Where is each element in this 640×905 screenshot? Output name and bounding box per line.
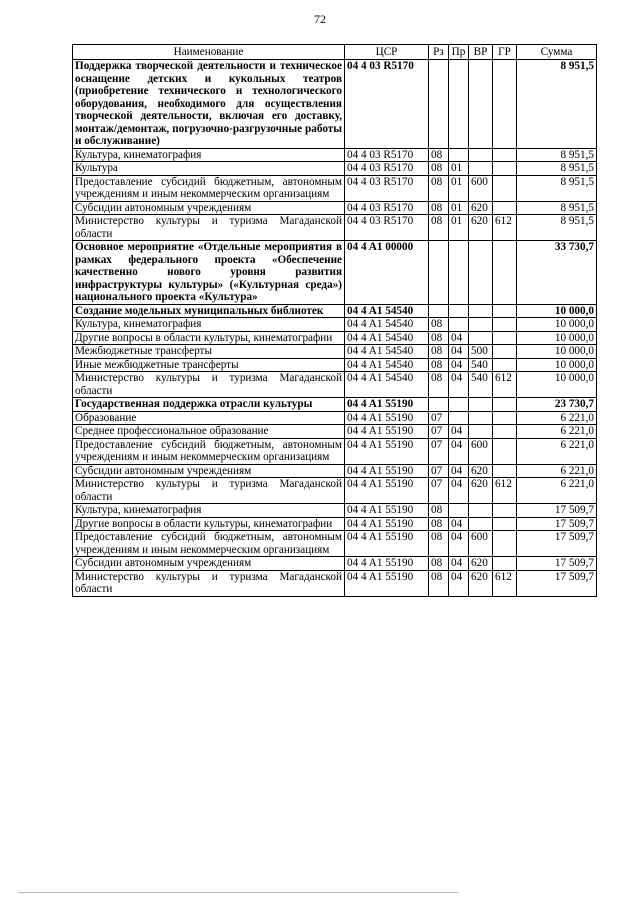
cell-csr: 04 4 A1 55190	[345, 478, 429, 504]
cell-pr: 04	[449, 331, 469, 345]
cell-sum: 8 951,5	[517, 162, 597, 176]
cell-vr: 600	[469, 531, 493, 557]
table-row	[73, 398, 597, 412]
cell-csr: 04 4 A1 54540	[345, 331, 429, 345]
cell-csr: 04 4 A1 55190	[345, 464, 429, 478]
cell-name: Предоставление субсидий бюджетным, автономным учреждениям и иным некоммерческим организациям	[73, 175, 345, 201]
cell-vr: 600	[469, 438, 493, 464]
cell-name: Министерство культуры и туризма Магаданской области	[73, 570, 345, 596]
cell-gr	[493, 162, 517, 176]
cell-vr: 620	[469, 557, 493, 571]
table-row	[73, 478, 597, 504]
header-gr: ГР	[493, 45, 517, 60]
cell-gr	[493, 517, 517, 531]
table-row	[73, 425, 597, 439]
cell-rz: 08	[429, 318, 449, 332]
cell-vr	[469, 504, 493, 518]
cell-sum: 6 221,0	[517, 464, 597, 478]
cell-name: Предоставление субсидий бюджетным, автономным учреждениям и иным некоммерческим организациям	[73, 438, 345, 464]
cell-csr: 04 4 03 R5170	[345, 201, 429, 215]
cell-rz: 08	[429, 215, 449, 241]
cell-sum: 8 951,5	[517, 215, 597, 241]
header-sum: Сумма	[517, 45, 597, 60]
cell-sum: 6 221,0	[517, 438, 597, 464]
cell-rz: 07	[429, 464, 449, 478]
cell-vr	[469, 318, 493, 332]
cell-csr: 04 4 03 R5170	[345, 60, 429, 149]
table-row	[73, 318, 597, 332]
cell-pr: 01	[449, 162, 469, 176]
cell-csr: 04 4 A1 54540	[345, 358, 429, 372]
cell-name: Основное мероприятие «Отдельные мероприятия в рамках федерального проекта «Обеспечение качественно нового уровня развития инфраструктуры культуры» («Культурная среда») национального проекта «Культура»	[73, 241, 345, 305]
cell-gr	[493, 438, 517, 464]
cell-sum: 23 730,7	[517, 398, 597, 412]
table-row	[73, 162, 597, 176]
cell-name: Предоставление субсидий бюджетным, автономным учреждениям и иным некоммерческим организациям	[73, 531, 345, 557]
cell-csr: 04 4 A1 55190	[345, 570, 429, 596]
cell-name: Межбюджетные трансферты	[73, 345, 345, 359]
cell-pr	[449, 241, 469, 305]
cell-pr	[449, 318, 469, 332]
cell-csr: 04 4 03 R5170	[345, 162, 429, 176]
cell-name: Субсидии автономным учреждениям	[73, 464, 345, 478]
cell-rz: 08	[429, 345, 449, 359]
cell-vr	[469, 148, 493, 162]
header-rz: Рз	[429, 45, 449, 60]
cell-vr	[469, 398, 493, 412]
cell-gr	[493, 504, 517, 518]
cell-pr: 01	[449, 175, 469, 201]
cell-name: Министерство культуры и туризма Магаданской области	[73, 372, 345, 398]
cell-sum: 6 221,0	[517, 411, 597, 425]
cell-pr: 04	[449, 372, 469, 398]
cell-name: Государственная поддержка отрасли культуры	[73, 398, 345, 412]
cell-pr: 04	[449, 517, 469, 531]
table-row	[73, 411, 597, 425]
table-row	[73, 331, 597, 345]
table-row	[73, 570, 597, 596]
cell-pr: 04	[449, 345, 469, 359]
cell-vr	[469, 411, 493, 425]
cell-rz: 08	[429, 372, 449, 398]
table-row	[73, 345, 597, 359]
cell-name: Другие вопросы в области культуры, кинематографии	[73, 517, 345, 531]
cell-csr: 04 4 A1 55190	[345, 517, 429, 531]
cell-name: Субсидии автономным учреждениям	[73, 201, 345, 215]
cell-sum: 33 730,7	[517, 241, 597, 305]
cell-gr	[493, 148, 517, 162]
cell-rz: 08	[429, 148, 449, 162]
cell-sum: 10 000,0	[517, 372, 597, 398]
header-vr: ВР	[469, 45, 493, 60]
cell-gr	[493, 345, 517, 359]
cell-vr: 620	[469, 201, 493, 215]
cell-name: Образование	[73, 411, 345, 425]
cell-sum: 10 000,0	[517, 331, 597, 345]
cell-rz	[429, 241, 449, 305]
table-row	[73, 517, 597, 531]
table-row	[73, 201, 597, 215]
table-header-row	[73, 45, 597, 60]
table-body	[73, 60, 597, 597]
cell-csr: 04 4 A1 55190	[345, 411, 429, 425]
cell-sum: 17 509,7	[517, 504, 597, 518]
page-number: 72	[314, 12, 326, 26]
cell-gr	[493, 60, 517, 149]
cell-rz: 07	[429, 425, 449, 439]
cell-rz: 08	[429, 517, 449, 531]
cell-vr: 620	[469, 570, 493, 596]
cell-pr: 04	[449, 570, 469, 596]
cell-csr: 04 4 A1 54540	[345, 304, 429, 318]
cell-rz: 08	[429, 557, 449, 571]
cell-sum: 17 509,7	[517, 570, 597, 596]
cell-pr: 04	[449, 478, 469, 504]
cell-pr	[449, 398, 469, 412]
table-row	[73, 358, 597, 372]
cell-name: Субсидии автономным учреждениям	[73, 557, 345, 571]
cell-pr: 04	[449, 358, 469, 372]
cell-pr: 01	[449, 201, 469, 215]
cell-sum: 17 509,7	[517, 517, 597, 531]
cell-sum: 17 509,7	[517, 557, 597, 571]
cell-vr: 600	[469, 175, 493, 201]
cell-vr: 500	[469, 345, 493, 359]
cell-gr	[493, 531, 517, 557]
cell-name: Культура, кинематография	[73, 318, 345, 332]
cell-rz: 08	[429, 175, 449, 201]
table-row	[73, 175, 597, 201]
cell-gr	[493, 358, 517, 372]
cell-pr: 04	[449, 557, 469, 571]
cell-rz: 08	[429, 358, 449, 372]
cell-gr	[493, 201, 517, 215]
cell-gr: 612	[493, 372, 517, 398]
table-row	[73, 504, 597, 518]
cell-pr: 04	[449, 425, 469, 439]
cell-rz: 08	[429, 201, 449, 215]
cell-gr: 612	[493, 478, 517, 504]
cell-csr: 04 4 A1 55190	[345, 531, 429, 557]
cell-rz: 08	[429, 570, 449, 596]
cell-csr: 04 4 A1 55190	[345, 557, 429, 571]
table-row	[73, 557, 597, 571]
cell-pr	[449, 504, 469, 518]
cell-vr: 620	[469, 464, 493, 478]
cell-sum: 6 221,0	[517, 425, 597, 439]
cell-sum: 8 951,5	[517, 60, 597, 149]
table-row	[73, 372, 597, 398]
cell-gr: 612	[493, 215, 517, 241]
cell-gr	[493, 411, 517, 425]
cell-pr: 01	[449, 215, 469, 241]
cell-vr	[469, 162, 493, 176]
table-row	[73, 60, 597, 149]
table-row	[73, 531, 597, 557]
cell-pr: 04	[449, 464, 469, 478]
header-csr: ЦСР	[345, 45, 429, 60]
cell-gr	[493, 557, 517, 571]
cell-csr: 04 4 03 R5170	[345, 148, 429, 162]
cell-sum: 8 951,5	[517, 175, 597, 201]
cell-vr	[469, 304, 493, 318]
cell-csr: 04 4 A1 55190	[345, 398, 429, 412]
cell-sum: 10 000,0	[517, 345, 597, 359]
cell-vr	[469, 425, 493, 439]
cell-rz: 07	[429, 411, 449, 425]
cell-pr	[449, 304, 469, 318]
table-row	[73, 304, 597, 318]
cell-rz: 08	[429, 162, 449, 176]
cell-gr	[493, 398, 517, 412]
cell-gr	[493, 175, 517, 201]
cell-pr: 04	[449, 531, 469, 557]
cell-rz: 07	[429, 478, 449, 504]
cell-csr: 04 4 A1 54540	[345, 372, 429, 398]
table-row	[73, 215, 597, 241]
cell-vr	[469, 60, 493, 149]
cell-csr: 04 4 A1 55190	[345, 504, 429, 518]
header-pr: Пр	[449, 45, 469, 60]
cell-rz: 08	[429, 331, 449, 345]
cell-vr	[469, 331, 493, 345]
cell-name: Создание модельных муниципальных библиотек	[73, 304, 345, 318]
cell-gr: 612	[493, 570, 517, 596]
cell-gr	[493, 464, 517, 478]
cell-vr: 540	[469, 372, 493, 398]
cell-rz: 08	[429, 504, 449, 518]
cell-sum: 8 951,5	[517, 201, 597, 215]
table-row	[73, 148, 597, 162]
cell-name: Культура, кинематография	[73, 504, 345, 518]
cell-name: Иные межбюджетные трансферты	[73, 358, 345, 372]
cell-name: Культура	[73, 162, 345, 176]
cell-rz	[429, 60, 449, 149]
cell-pr: 04	[449, 438, 469, 464]
cell-sum: 17 509,7	[517, 531, 597, 557]
cell-pr	[449, 60, 469, 149]
table-row	[73, 241, 597, 305]
cell-name: Другие вопросы в области культуры, кинематографии	[73, 331, 345, 345]
cell-csr: 04 4 A1 55190	[345, 438, 429, 464]
cell-csr: 04 4 A1 54540	[345, 345, 429, 359]
cell-rz	[429, 398, 449, 412]
cell-name: Министерство культуры и туризма Магаданской области	[73, 215, 345, 241]
cell-sum: 10 000,0	[517, 304, 597, 318]
cell-sum: 6 221,0	[517, 478, 597, 504]
cell-vr: 540	[469, 358, 493, 372]
cell-gr	[493, 318, 517, 332]
cell-csr: 04 4 03 R5170	[345, 215, 429, 241]
table-row	[73, 438, 597, 464]
cell-gr	[493, 241, 517, 305]
cell-sum: 10 000,0	[517, 318, 597, 332]
cell-csr: 04 4 A1 00000	[345, 241, 429, 305]
table-row	[73, 464, 597, 478]
cell-gr	[493, 304, 517, 318]
cell-name: Культура, кинематография	[73, 148, 345, 162]
cell-rz: 08	[429, 531, 449, 557]
header-name: Наименование	[73, 45, 345, 60]
cell-pr	[449, 148, 469, 162]
cell-rz: 07	[429, 438, 449, 464]
budget-table	[72, 44, 597, 597]
cell-sum: 8 951,5	[517, 148, 597, 162]
cell-gr	[493, 331, 517, 345]
cell-gr	[493, 425, 517, 439]
cell-sum: 10 000,0	[517, 358, 597, 372]
cell-csr: 04 4 A1 55190	[345, 425, 429, 439]
cell-csr: 04 4 A1 54540	[345, 318, 429, 332]
cell-name: Поддержка творческой деятельности и техническое оснащение детских и кукольных театров (приобретение технического и технологического оборудования, необходимого для осуществления творческой деятельности, включая его доставку, монтаж/демонтаж, погрузочно-разгрузочные работы и обслуживание)	[73, 60, 345, 149]
cell-name: Министерство культуры и туризма Магаданской области	[73, 478, 345, 504]
cell-vr	[469, 517, 493, 531]
page-bottom-divider	[18, 892, 458, 893]
cell-vr	[469, 241, 493, 305]
cell-csr: 04 4 03 R5170	[345, 175, 429, 201]
cell-vr: 620	[469, 215, 493, 241]
cell-vr: 620	[469, 478, 493, 504]
cell-rz	[429, 304, 449, 318]
cell-pr	[449, 411, 469, 425]
cell-name: Среднее профессиональное образование	[73, 425, 345, 439]
